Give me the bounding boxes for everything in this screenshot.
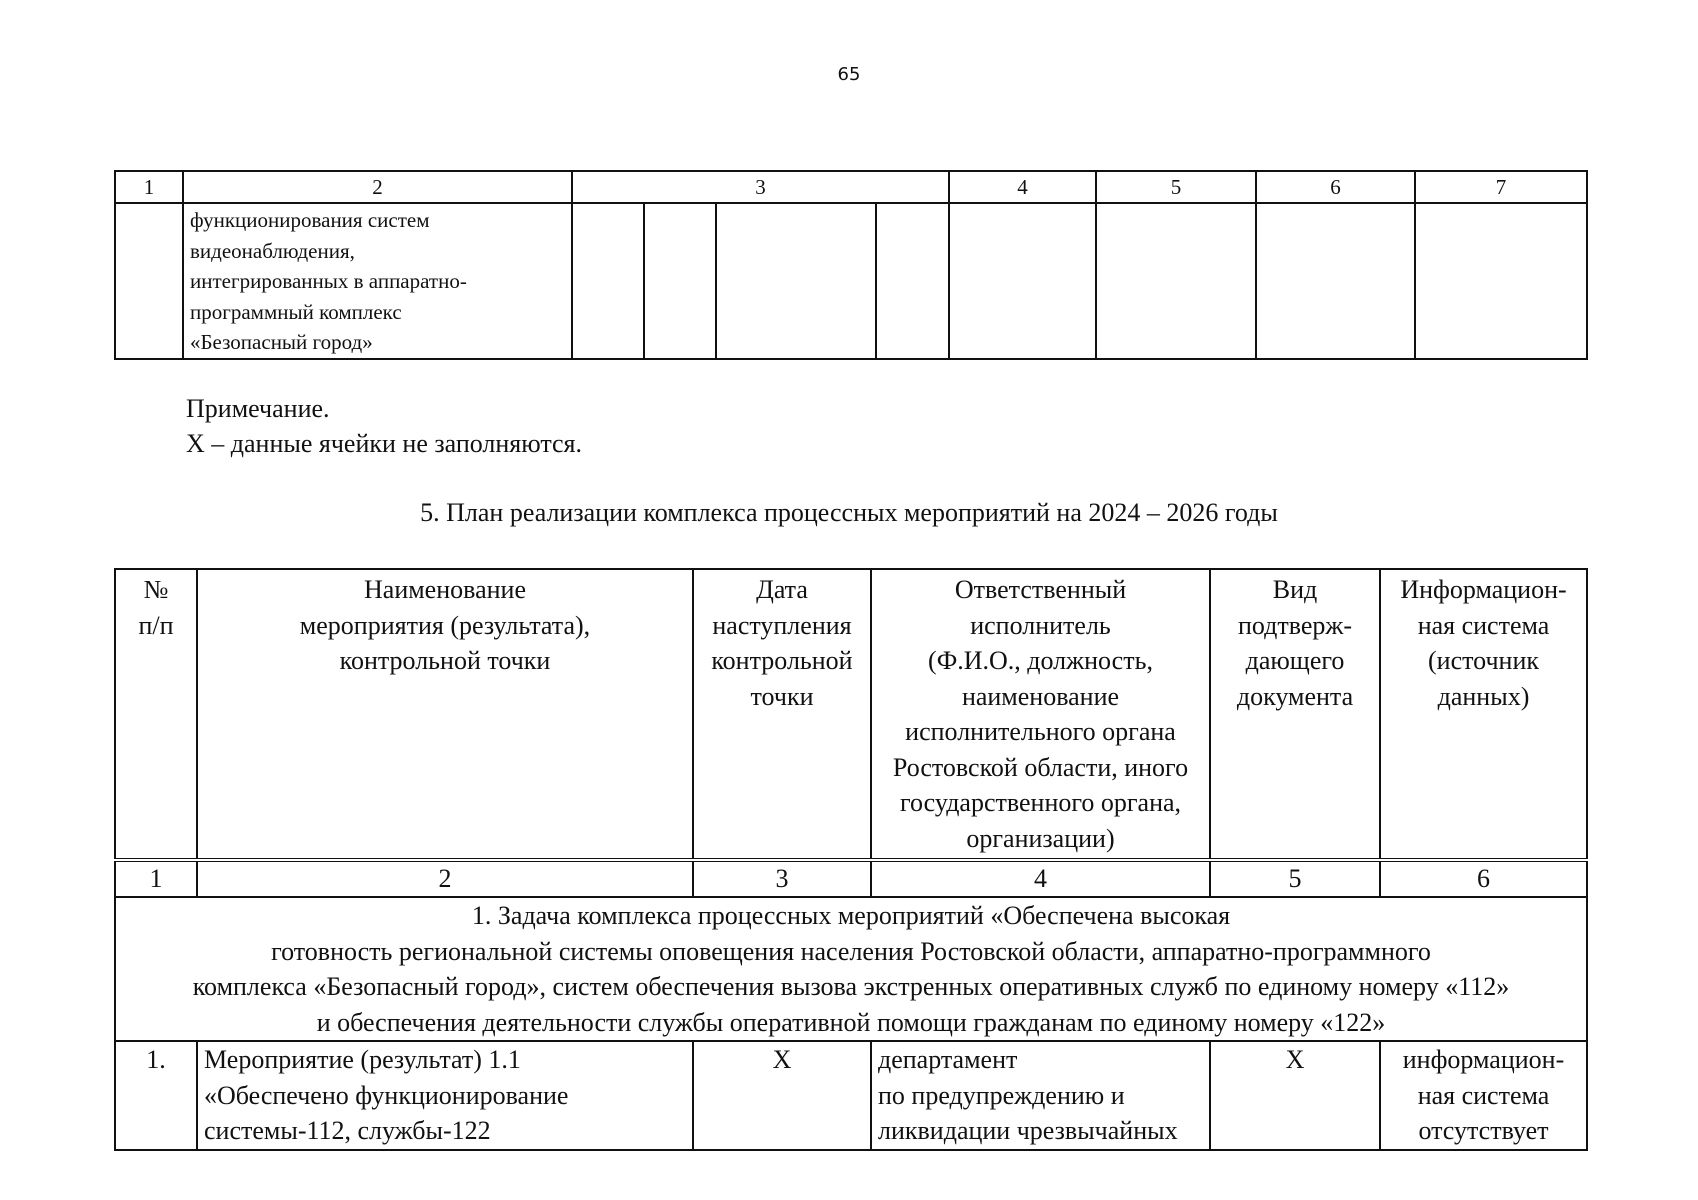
note-title: Примечание. <box>186 394 330 423</box>
header-date <box>693 569 871 860</box>
text-line: контрольной <box>711 646 853 675</box>
text-line: «Безопасный город» <box>190 330 373 354</box>
page-number: 65 <box>837 64 861 85</box>
text-line: ная система <box>1417 1080 1550 1110</box>
text-line: наименование <box>961 681 1120 711</box>
empty-cell <box>716 203 876 359</box>
empty-cell <box>572 203 644 359</box>
empty-cell <box>1415 203 1587 359</box>
header-activity-name <box>197 569 693 860</box>
text-line: исполнительного органа <box>905 717 1176 746</box>
text-line: и обеспечения деятельности службы оперативной помощи гражданам по единому номеру «122» <box>316 1007 1386 1037</box>
text-line: данных) <box>1437 681 1530 711</box>
continuation-row <box>115 203 1587 359</box>
column-number: 4 <box>871 860 1210 897</box>
text-line: «Обеспечено функционирование <box>204 1080 569 1110</box>
text-line: готовность региональной системы оповещения населения Ростовской области, аппаратно-программного <box>271 936 1431 966</box>
text-line: (Ф.И.О., должность, <box>928 646 1153 675</box>
row-executor <box>871 1041 1210 1150</box>
header-cell: 1 <box>115 171 183 203</box>
text-line: Мероприятие (результат) 1.1 <box>204 1045 521 1074</box>
column-number: 3 <box>693 860 871 897</box>
empty-cell <box>949 203 1096 359</box>
section-title: 5. План реализации комплекса процессных мероприятий на 2024 – 2026 годы <box>420 498 1278 527</box>
table-row <box>115 1041 1587 1150</box>
row-date: Х <box>693 1041 871 1150</box>
column-number: 1 <box>115 860 197 897</box>
text-line: Дата <box>756 575 808 604</box>
text-line: п/п <box>138 610 174 640</box>
text-line: документа <box>1236 681 1354 711</box>
text-line: Информацион- <box>1400 575 1567 604</box>
text-line: (источник <box>1428 646 1539 675</box>
text-line: государственного органа, <box>899 788 1182 817</box>
text-line: Ответственный <box>954 575 1127 604</box>
text-line: Наименование <box>364 575 526 604</box>
text-line: отсутствует <box>1418 1116 1549 1145</box>
text-line: Ростовской области, иного <box>892 752 1189 782</box>
header-cell: 4 <box>949 171 1096 203</box>
text-line: ная система <box>1417 610 1550 640</box>
empty-cell <box>1256 203 1415 359</box>
row-number: 1. <box>115 1041 197 1150</box>
header-number <box>115 569 197 860</box>
header-document-type <box>1210 569 1380 860</box>
text-line: исполнитель <box>970 610 1111 640</box>
task-heading <box>115 897 1587 1041</box>
header-executor <box>871 569 1210 860</box>
text-line: комплекса «Безопасный город», систем обеспечения вызова экстренных оперативных служб по единому номеру «112» <box>192 972 1510 1001</box>
text-line: программный комплекс <box>190 299 402 324</box>
plan-table <box>114 568 1588 1151</box>
text-line: Вид <box>1272 575 1318 604</box>
continuation-table <box>114 170 1588 360</box>
task-row <box>115 897 1587 1041</box>
text-line: ликвидации чрезвычайных <box>878 1116 1178 1145</box>
plan-header-row <box>115 569 1587 860</box>
column-number: 2 <box>197 860 693 897</box>
empty-cell <box>876 203 949 359</box>
row-document-type: Х <box>1210 1041 1380 1150</box>
row-information-system <box>1380 1041 1587 1150</box>
text-line: контрольной точки <box>339 646 551 675</box>
text-line: точки <box>750 681 814 711</box>
text-line: информацион- <box>1402 1045 1565 1074</box>
text-line: дающего <box>1245 646 1345 675</box>
header-cell: 5 <box>1096 171 1256 203</box>
empty-cell <box>115 203 183 359</box>
column-number: 6 <box>1380 860 1587 897</box>
column-numbers-row <box>115 860 1587 897</box>
text-line: № <box>143 575 169 604</box>
text-line: функционирования систем <box>190 208 430 232</box>
text-line: мероприятия (результата), <box>299 610 591 640</box>
column-number: 5 <box>1210 860 1380 897</box>
text-line: видеонаблюдения, <box>190 238 355 263</box>
activity-name-cell <box>183 203 572 359</box>
row-activity-name <box>197 1041 693 1150</box>
header-cell: 6 <box>1256 171 1415 203</box>
empty-cell <box>1096 203 1256 359</box>
text-line: 1. Задача комплекса процессных мероприятий «Обеспечена высокая <box>471 901 1231 930</box>
header-cell: 3 <box>572 171 949 203</box>
header-information-system <box>1380 569 1587 860</box>
header-cell: 7 <box>1415 171 1587 203</box>
header-cell: 2 <box>183 171 572 203</box>
text-line: подтверж- <box>1237 610 1353 640</box>
text-line: по предупреждению и <box>878 1080 1125 1110</box>
text-line: департамент <box>878 1045 1018 1074</box>
text-line: системы-112, службы-122 <box>204 1116 491 1145</box>
continuation-header-row <box>115 171 1587 203</box>
text-line: организации) <box>966 823 1115 853</box>
note-text: Х – данные ячейки не заполняются. <box>186 429 583 458</box>
empty-cell <box>644 203 716 359</box>
text-line: наступления <box>712 610 852 640</box>
text-line: интегрированных в аппаратно- <box>190 269 467 293</box>
